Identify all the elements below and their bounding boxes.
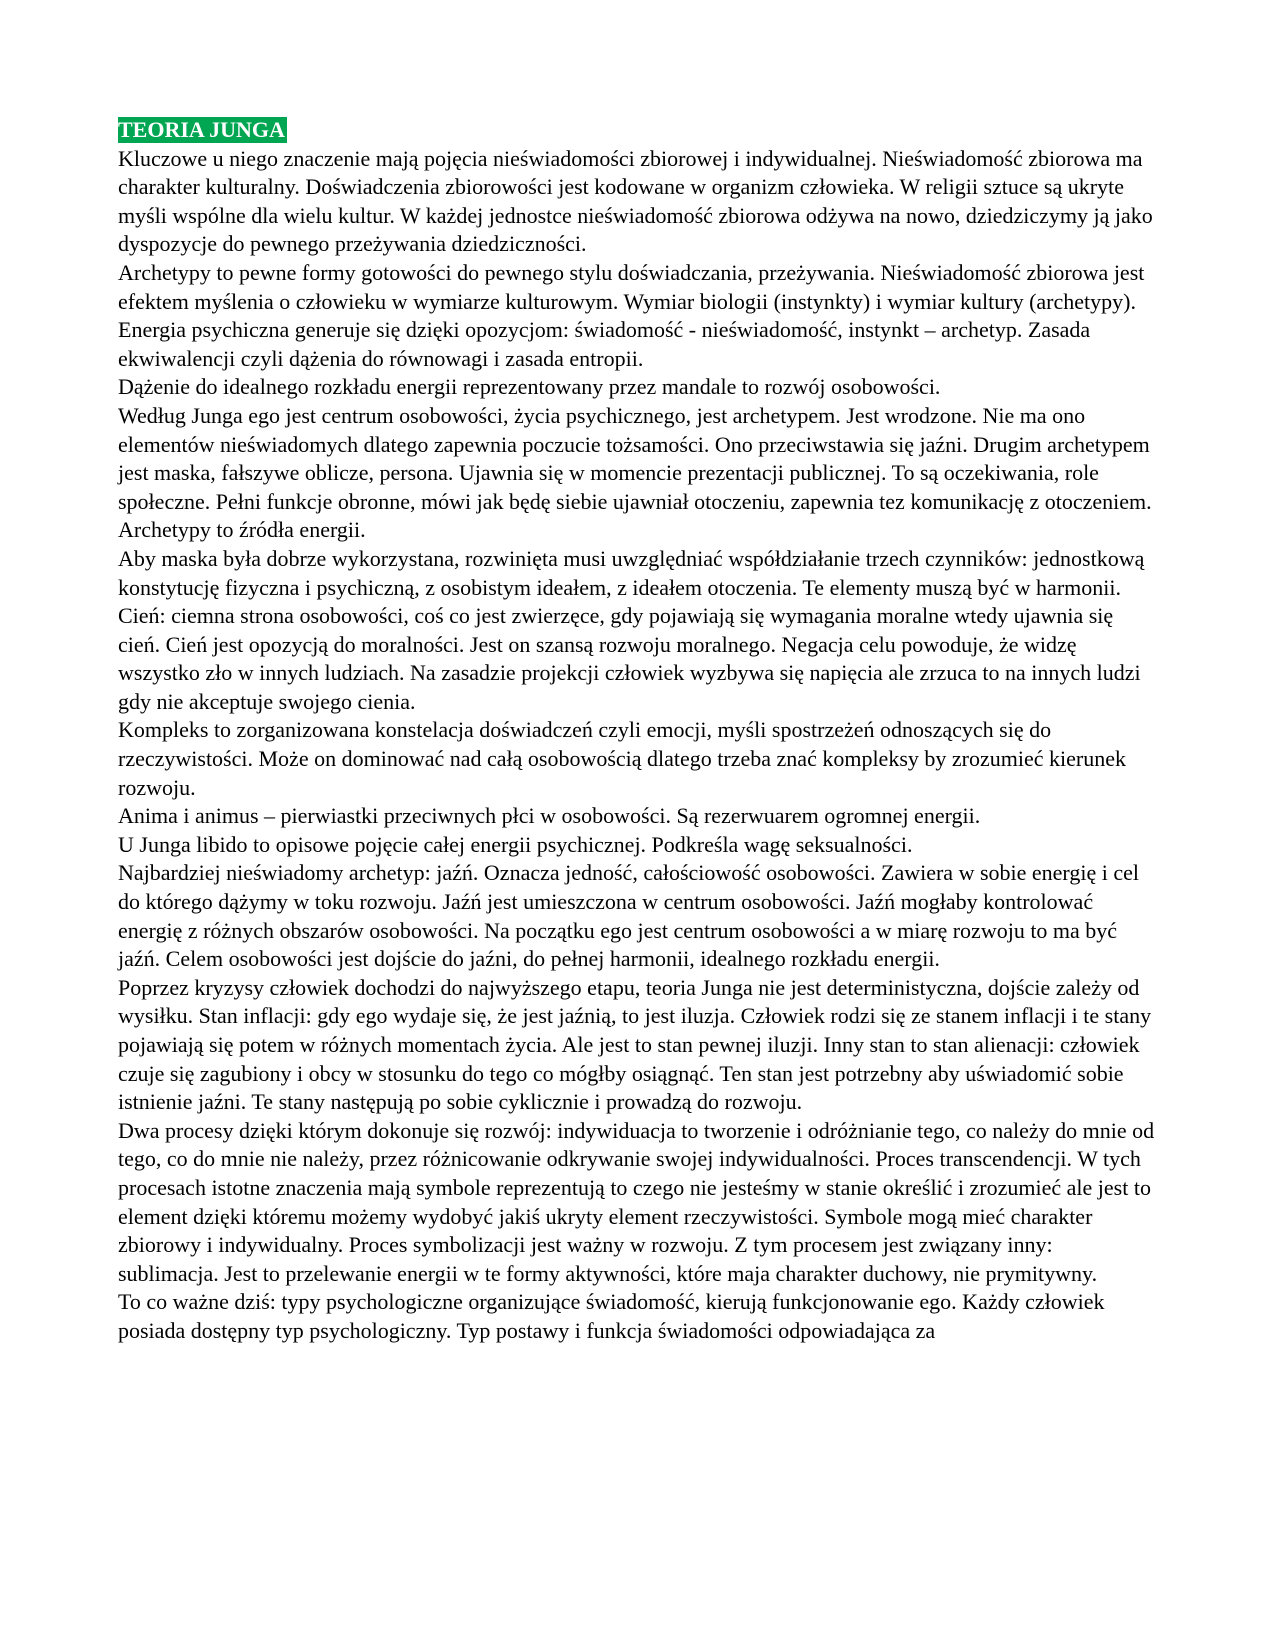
- paragraph: Archetypy to pewne formy gotowości do pewnego stylu doświadczania, przeżywania. Nieświadomość zbiorowa jest efektem myślenia o człowieku w wymiarze kulturowym. Wymiar biologii (instynkty) i wymiar kultury (archetypy).: [118, 259, 1145, 314]
- document-body: [118, 116, 1158, 1346]
- paragraph: Anima i animus – pierwiastki przeciwnych płci w osobowości. Są rezerwuarem ogromnej energii.: [118, 803, 981, 829]
- paragraph: Poprzez kryzysy człowiek dochodzi do najwyższego etapu, teoria Junga nie jest deterministyczna, dojście zależy od wysiłku. Stan inflacji: gdy ego wydaje się, że jest jaźnią, to jest iluzja. Człowiek rodzi się ze stanem inflacji i te stany pojawiają się potem w różnych momentach życia. Ale jest to stan pewnej iluzji. Inny stan to stan alienacji: człowiek czuje się zagubiony i obcy w stosunku do tego co mógłby osiągnąć. Ten stan jest potrzebny aby uświadomić sobie istnienie jaźni. Te stany następują po sobie cyklicznie i prowadzą do rozwoju.: [118, 974, 1152, 1115]
- paragraph: Kompleks to zorganizowana konstelacja doświadczeń czyli emocji, myśli spostrzeżeń odnoszących się do rzeczywistości. Może on dominować nad całą osobowością dlatego trzeba znać kompleksy by zrozumieć kierunek rozwoju.: [118, 717, 1126, 800]
- paragraph: Dwa procesy dzięki którym dokonuje się rozwój: indywiduacja to tworzenie i odróżnianie tego, co należy do mnie od tego, co do mnie nie należy, przez różnicowanie odkrywanie swojej indywidualności. Proces transcendencji. W tych procesach istotne znaczenia mają symbole reprezentują to czego nie jesteśmy w stanie określić i zrozumieć ale jest to element dzięki któremu możemy wydobyć jakiś ukryty element rzeczywistości. Symbole mogą mieć charakter zbiorowy i indywidualny. Proces symbolizacji jest ważny w rozwoju. Z tym procesem jest związany inny: sublimacja. Jest to przelewanie energii w te formy aktywności, które maja charakter duchowy, nie prymitywny.: [118, 1117, 1155, 1286]
- paragraph: Według Junga ego jest centrum osobowości, życia psychicznego, jest archetypem. Jest wrodzone. Nie ma ono elementów nieświadomych dlatego zapewnia poczucie tożsamości. Ono przeciwstawia się jaźni. Drugim archetypem jest maska, fałszywe oblicze, persona. Ujawnia się w momencie prezentacji publicznej. To są oczekiwania, role społeczne. Pełni funkcje obronne, mówi jak będę siebie ujawniał otoczeniu, zapewnia tez komunikację z otoczeniem. Archetypy to źródła energii.: [118, 402, 1152, 543]
- title-line: [118, 116, 1158, 145]
- paragraph: Energia psychiczna generuje się dzięki opozycjom: świadomość - nieświadomość, instynkt – archetyp. Zasada ekwiwalencji czyli dążenia do równowagi i zasada entropii.: [118, 317, 1091, 371]
- paragraph: Cień: ciemna strona osobowości, coś co jest zwierzęce, gdy pojawiają się wymagania moralne wtedy ujawnia się cień. Cień jest opozycją do moralności. Jest on szansą rozwoju moralnego. Negacja celu powoduje, że widzę wszystko zło w innych ludziach. Na zasadzie projekcji człowiek wyzbywa się napięcia ale zrzuca to na innych ludzi gdy nie akceptuje swojego cienia.: [118, 603, 1141, 714]
- paragraph: U Junga libido to opisowe pojęcie całej energii psychicznej. Podkreśla wagę seksualności.: [118, 831, 913, 857]
- paragraph: Aby maska była dobrze wykorzystana, rozwinięta musi uwzględniać współdziałanie trzech czynników: jednostkową konstytucję fizyczna i psychiczną, z osobistym ideałem, z ideałem otoczenia. Te elementy muszą być w harmonii.: [118, 545, 1145, 600]
- paragraph: Kluczowe u niego znaczenie mają pojęcia nieświadomości zbiorowej i indywidualnej. Nieświadomość zbiorowa ma charakter kulturalny. Doświadczenia zbiorowości jest kodowane w organizm człowieka. W religii sztuce są ukryte myśli wspólne dla wielu kultur. W każdej jednostce nieświadomość zbiorowa odżywa na nowo, dziedziczymy ją jako dyspozycje do pewnego przeżywania dziedziczności.: [118, 145, 1153, 257]
- paragraph: Dążenie do idealnego rozkładu energii reprezentowany przez mandale to rozwój osobowości.: [118, 374, 941, 400]
- paragraph: Najbardziej nieświadomy archetyp: jaźń. Oznacza jedność, całościowość osobowości. Zawiera w sobie energię i cel do którego dążymy w toku rozwoju. Jaźń jest umieszczona w centrum osobowości. Jaźń mogłaby kontrolować energię z różnych obszarów osobowości. Na początku ego jest centrum osobowości a w miarę rozwoju to ma być jaźń. Celem osobowości jest dojście do jaźni, do pełnej harmonii, idealnego rozkładu energii.: [118, 860, 1139, 972]
- document-title: TEORIA JUNGA: [118, 117, 285, 142]
- paragraph: To co ważne dziś: typy psychologiczne organizujące świadomość, kierują funkcjonowanie ego. Każdy człowiek posiada dostępny typ psychologiczny. Typ postawy i funkcja świadomości odpowiadająca za: [118, 1289, 1105, 1343]
